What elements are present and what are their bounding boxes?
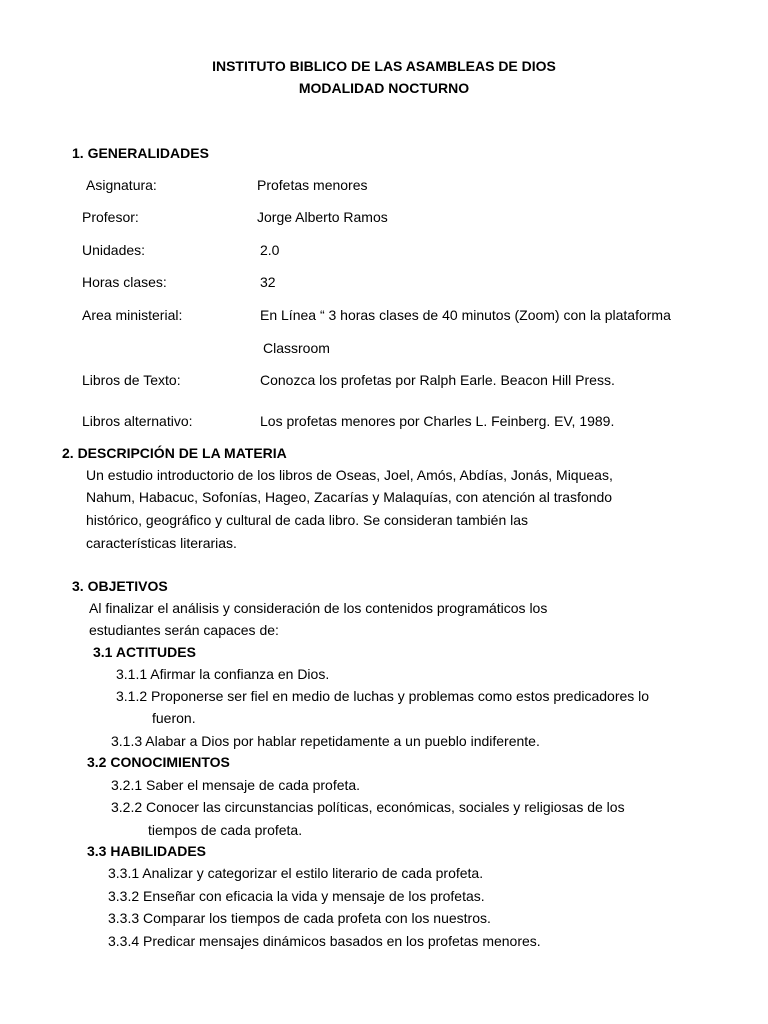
value-area-ministerial: En Línea “ 3 horas clases de 40 minutos (Zoom) con la plataforma [260, 307, 671, 323]
objective-item: 3.2.2 Conocer las circunstancias políticas, económicas, sociales y religiosas de los [111, 799, 625, 815]
descripcion-line: histórico, geográfico y cultural de cada libro. Se consideran también las [86, 512, 529, 528]
value-profesor: Jorge Alberto Ramos [257, 209, 388, 225]
objetivos-intro-line: estudiantes serán capaces de: [89, 622, 279, 638]
label-area-ministerial: Area ministerial: [82, 307, 183, 323]
document-subtitle: MODALIDAD NOCTURNO [298, 80, 470, 96]
value-horas-clases: 32 [260, 274, 276, 290]
objective-item: 3.1.3 Alabar a Dios por hablar repetidamente a un pueblo indiferente. [111, 733, 540, 749]
objective-item: 3.2.1 Saber el mensaje de cada profeta. [111, 777, 361, 793]
section-heading-descripcion: 2. DESCRIPCIÓN DE LA MATERIA [62, 445, 287, 461]
objective-item: 3.1.2 Proponerse ser fiel en medio de luchas y problemas como estos predicadores lo [116, 688, 650, 704]
descripcion-line: Un estudio introductorio de los libros de Oseas, Joel, Amós, Abdías, Jonás, Miqueas, [86, 467, 613, 483]
descripcion-line: Nahum, Habacuc, Sofonías, Hageo, Zacarías y Malaquías, con atención al trasfondo [86, 489, 613, 505]
value-area-ministerial-continued: Classroom [263, 340, 330, 356]
descripcion-line: características literarias. [86, 535, 237, 551]
objetivos-intro-line: Al finalizar el análisis y consideración de los contenidos programáticos los [89, 600, 548, 616]
section-heading-objetivos: 3. OBJETIVOS [72, 578, 168, 594]
objective-item: 3.3.1 Analizar y categorizar el estilo literario de cada profeta. [108, 865, 484, 881]
objective-item: 3.1.1 Afirmar la confianza en Dios. [116, 666, 330, 682]
value-libros-de-texto: Conozca los profetas por Ralph Earle. Beacon Hill Press. [260, 372, 615, 388]
label-asignatura: Asignatura: [86, 177, 157, 193]
label-horas-clases: Horas clases: [82, 274, 167, 290]
objective-item: 3.3.3 Comparar los tiempos de cada profeta con los nuestros. [108, 910, 491, 926]
subsection-heading-conocimientos: 3.2 CONOCIMIENTOS [87, 754, 230, 770]
subsection-heading-actitudes: 3.1 ACTITUDES [93, 644, 196, 660]
section-heading-generalidades: 1. GENERALIDADES [72, 145, 209, 161]
value-libros-alternativo: Los profetas menores por Charles L. Feinberg. EV, 1989. [260, 413, 615, 429]
label-libros-de-texto: Libros de Texto: [82, 372, 181, 388]
document-title: INSTITUTO BIBLICO DE LAS ASAMBLEAS DE DIOS [212, 58, 556, 74]
objective-item-continued: fueron. [152, 710, 196, 726]
label-profesor: Profesor: [82, 209, 139, 225]
subsection-heading-habilidades: 3.3 HABILIDADES [87, 843, 207, 859]
value-unidades: 2.0 [260, 242, 280, 258]
label-unidades: Unidades: [82, 242, 146, 258]
objective-item-continued: tiempos de cada profeta. [148, 822, 303, 838]
objective-item: 3.3.2 Enseñar con eficacia la vida y mensaje de los profetas. [108, 888, 485, 904]
label-libros-alternativo: Libros alternativo: [82, 413, 193, 429]
objective-item: 3.3.4 Predicar mensajes dinámicos basados en los profetas menores. [108, 933, 541, 949]
value-asignatura: Profetas menores [257, 177, 368, 193]
